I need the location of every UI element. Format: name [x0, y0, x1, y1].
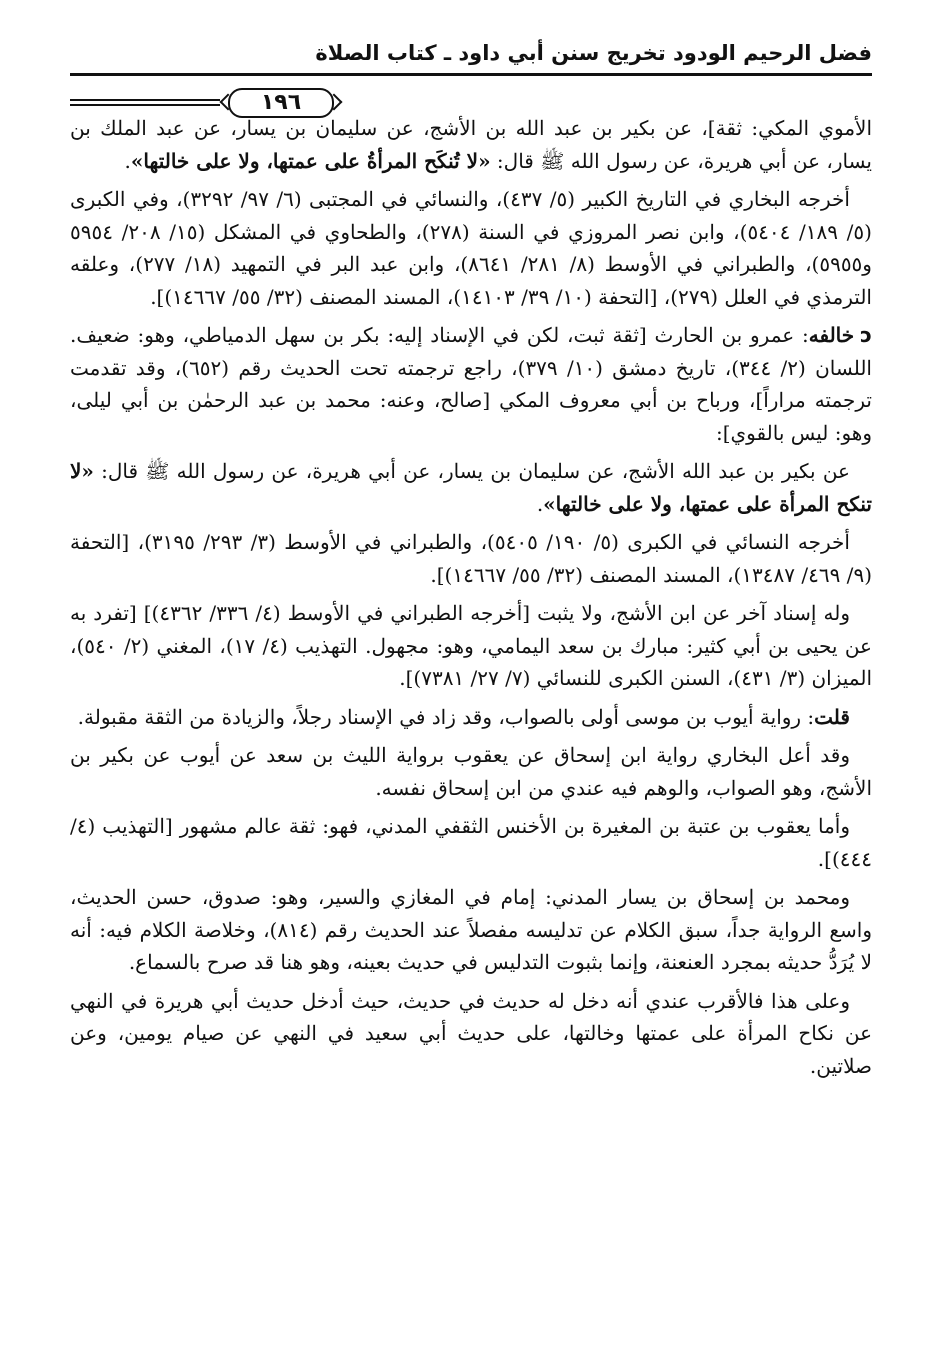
paragraph-3 [70, 319, 872, 449]
paragraph-6: وله إسناد آخر عن ابن الأشج، ولا يثبت [أخرجه الطبراني في الأوسط (٤/ ٣٣٦/ ٤٣٦٢)] [تفرد به عن يحيى بن أبي كثير: مبارك بن سعد اليمامي، وهو: مجهول. التهذيب (٤/ ١٧)، المغني (٢/ ٥٤٠)، الميزان (٣/ ٤٣١)، السنن الكبرى للنسائي (٧/ ٢٧/ ٧٣٨١)]. [70, 601, 872, 690]
paragraph-1-end: . [124, 148, 131, 173]
page-header [70, 38, 872, 115]
page-body [70, 112, 872, 1086]
paragraph-8: وقد أعل البخاري رواية ابن إسحاق عن يعقوب برواية الليث بن سعد عن أيوب عن بكير بن الأشج، وهو الصواب، والوهم فيه عندي من ابن إسحاق نفسه. [70, 743, 872, 800]
page-number: ١٩٦ [228, 88, 334, 118]
paragraph-7-label: قلت [814, 704, 850, 729]
paragraph-5: أخرجه النسائي في الكبرى (٥/ ١٩٠/ ٥٤٠٥)، والطبراني في الأوسط (٣/ ٢٩٣/ ٣١٩٥)، [التحفة (٩/ ٤٦٩/ ١٣٤٨٧)، المسند المصنف (٣٢/ ٥٥/ ١٤٦٦٧)]. [70, 530, 872, 587]
paragraph-1 [70, 112, 872, 177]
paragraph-4-text: عن بكير بن عبد الله الأشج، عن سليمان بن يسار، عن أبي هريرة، عن رسول الله ﷺ قال: [93, 459, 850, 483]
section-marker-icon: ɔ [860, 323, 872, 347]
paragraph-3-label: خالفه [808, 323, 855, 347]
paragraph-7 [70, 701, 872, 734]
hadith-text-2: «لا تنكح المرأة على عمتها، ولا على خالتها» [70, 459, 872, 516]
paragraph-4 [70, 455, 872, 520]
hadith-text-1: «لا تُنكَح المرأةُ على عمتها، ولا على خالتها» [130, 148, 491, 173]
paragraph-1-text: الأموي المكي: ثقة]، عن بكير بن عبد الله بن الأشج، عن سليمان بن يسار، عن عبد الملك بن يسار، عن أبي هريرة، عن رسول الله ﷺ قال: [70, 116, 872, 173]
paragraph-7-text: : رواية أيوب بن موسى أولى بالصواب، وقد زاد في الإسناد رجلاً، والزيادة من الثقة مقبولة. [77, 704, 815, 729]
paragraph-3-text: : عمرو بن الحارث [ثقة ثبت، لكن في الإسناد إليه: بكر بن سهل الدمياطي، وهو: ضعيف. اللسان (٢/ ٣٤٤)، تاريخ دمشق (١٠/ ٣٧٩)، راجع ترجمته تحت الحديث رقم (٦٥٢)، وقد تقدمت ترجمته مراراً]، ورباح بن أبي معروف المكي [صالح، وعنه: محمد بن عبد الرحمٰن بن أبي ليلى، وهو: ليس بالقوي]: [70, 323, 872, 445]
paragraph-9: وأما يعقوب بن عتبة بن المغيرة بن الأخنس الثقفي المدني، فهو: ثقة عالم مشهور [التهذيب (٤/ ٤٤٤)]. [70, 814, 872, 871]
header-rule [70, 73, 872, 76]
paragraph-11: وعلى هذا فالأقرب عندي أنه دخل له حديث في حديث، حيث أدخل حديث أبي هريرة في النهي عن نكاح المرأة على عمتها وخالتها، على حديث أبي سعيد في النهي عن صيام يومين، وعن صلاتين. [70, 988, 872, 1078]
running-title: فضل الرحيم الودود تخريج سنن أبي داود ـ كتاب الصلاة [315, 41, 872, 65]
page-number-rule [70, 99, 220, 101]
paragraph-10: ومحمد بن إسحاق بن يسار المدني: إمام في المغازي والسير، وهو: صدوق، حسن الحديث، واسع الرواية جداً، سبق الكلام عن تدليسه مفصلاً عند الحديث رقم (٨١٤)، وخلاصة الكلام فيه: أنه لا يُرَدُّ حديثه بمجرد العنعنة، وإنما بثبوت التدليس في حديث بعينه، وهو هنا قد صرح بالسماع. [70, 885, 873, 974]
paragraph-4-end: . [536, 491, 544, 516]
paragraph-2: أخرجه البخاري في التاريخ الكبير (٥/ ٤٣٧)، والنسائي في المجتبى (٦/ ٩٧/ ٣٢٩٢)، وفي الكبرى (٥/ ١٨٩/ ٥٤٠٤)، وابن نصر المروزي في السنة (٢٧٨)، والطحاوي في المشكل (١٥/ ٢٠٨/ ٥٩٥٤ و٥٩٥٥)، والطبراني في الأوسط (٨/ ٢٨١/ ٨٦٤١)، وابن عبد البر في التمهيد (١٨/ ٢٧٧)، وعلقه الترمذي في العلل (٢٧٩)، [التحفة (١٠/ ٣٩/ ١٤١٠٣)، المسند المصنف (٣٢/ ٥٥/ ١٤٦٦٧)]. [70, 187, 872, 309]
